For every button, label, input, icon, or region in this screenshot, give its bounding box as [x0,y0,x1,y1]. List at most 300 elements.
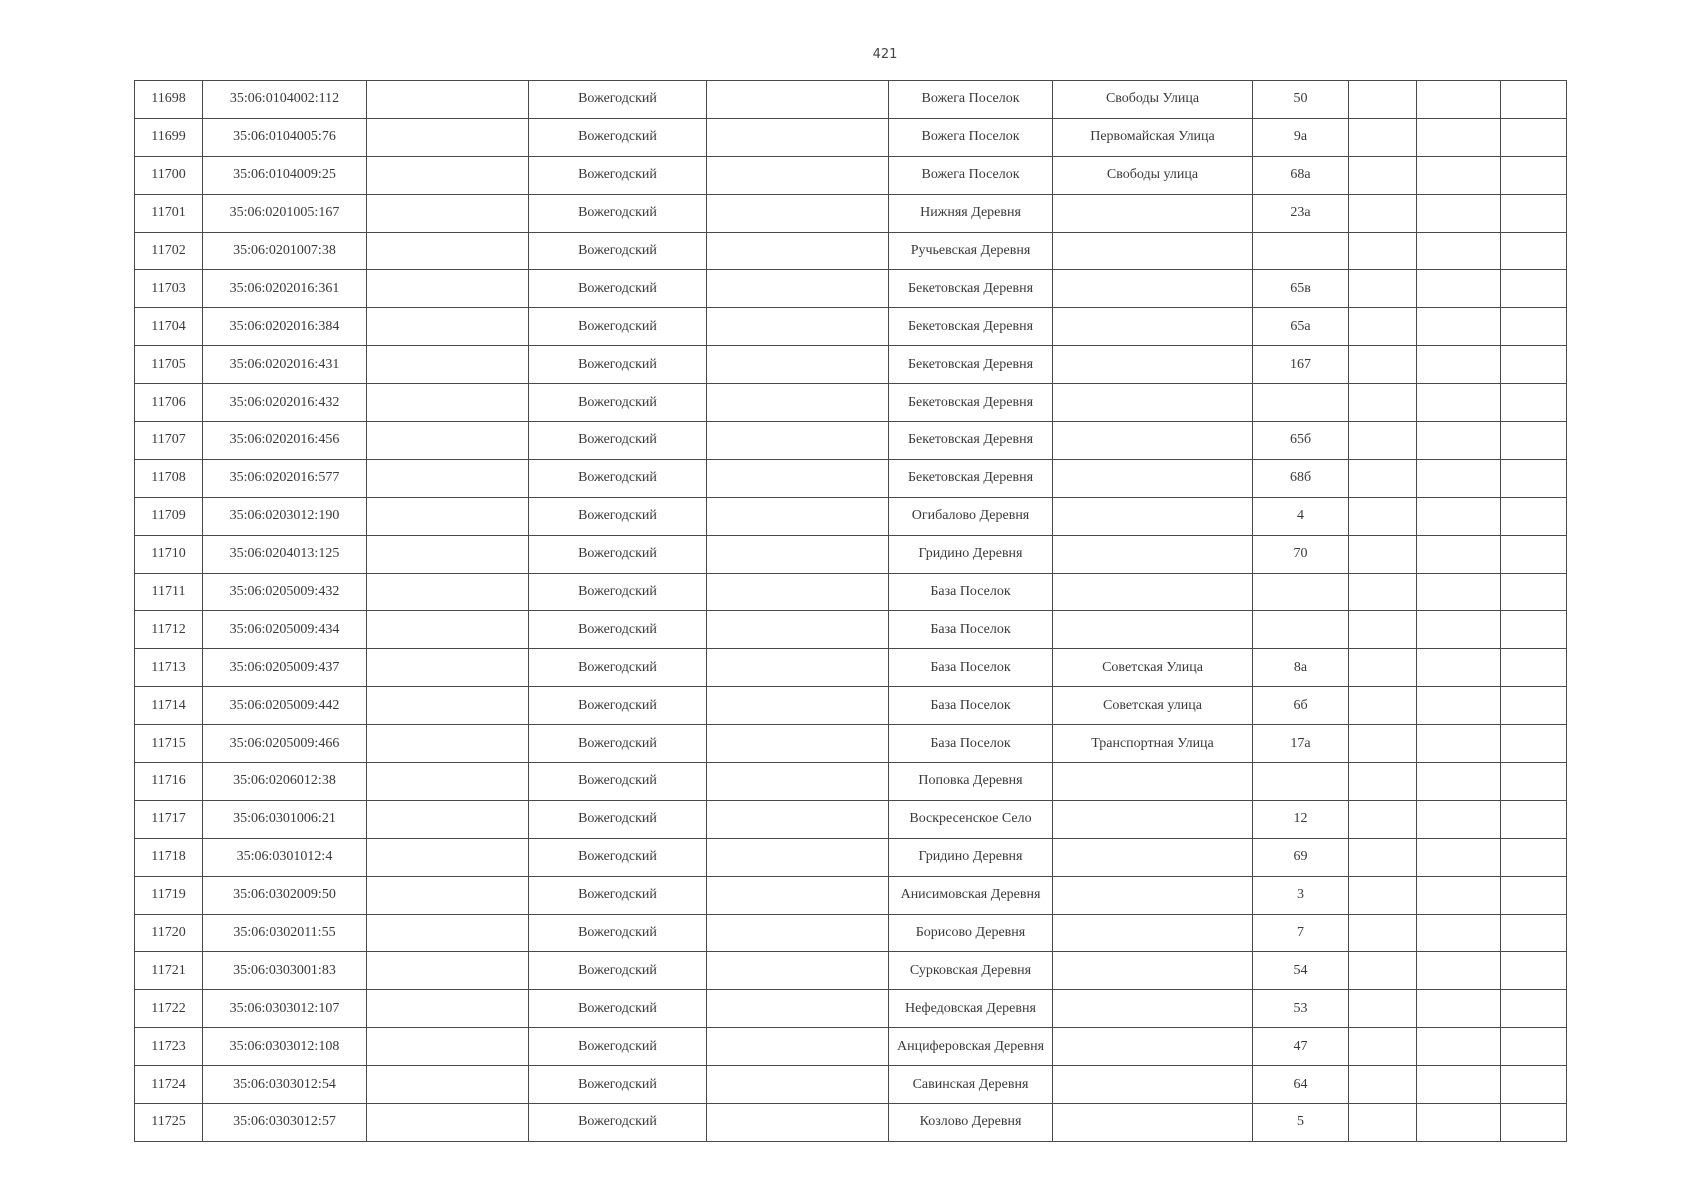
empty-cell [1501,459,1567,497]
house-number-cell: 9а [1253,118,1349,156]
house-number-cell: 4 [1253,497,1349,535]
street-cell [1053,535,1253,573]
house-number-cell: 65б [1253,422,1349,460]
empty-cell [1349,1104,1417,1142]
district-cell: Вожегодский [529,1104,707,1142]
locality-cell: Бекетовская Деревня [889,422,1053,460]
row-number-cell: 11704 [135,308,203,346]
empty-cell [367,876,529,914]
empty-cell [1417,990,1501,1028]
table-row [135,914,1567,952]
street-cell [1053,232,1253,270]
locality-cell: Савинская Деревня [889,1066,1053,1104]
empty-cell [1501,914,1567,952]
table-row [135,952,1567,990]
table-row [135,346,1567,384]
district-cell: Вожегодский [529,346,707,384]
empty-cell [1417,118,1501,156]
table-row [135,1028,1567,1066]
empty-cell [367,194,529,232]
empty-cell [1349,118,1417,156]
locality-cell: Вожега Поселок [889,118,1053,156]
empty-cell [367,1066,529,1104]
house-number-cell: 70 [1253,535,1349,573]
cadastral-number-cell: 35:06:0201005:167 [203,194,367,232]
cadastral-number-cell: 35:06:0205009:442 [203,687,367,725]
empty-cell [1349,763,1417,801]
empty-cell [1417,914,1501,952]
house-number-cell: 65в [1253,270,1349,308]
empty-cell [1501,1028,1567,1066]
empty-cell [1349,914,1417,952]
empty-cell [367,1104,529,1142]
empty-cell [367,459,529,497]
cadastral-number-cell: 35:06:0303012:107 [203,990,367,1028]
empty-cell [1417,725,1501,763]
empty-cell [367,611,529,649]
district-cell: Вожегодский [529,838,707,876]
empty-cell [367,687,529,725]
street-cell [1053,876,1253,914]
empty-cell [1417,346,1501,384]
locality-cell: Воскресенское Село [889,800,1053,838]
empty-cell [1349,459,1417,497]
empty-cell [1501,497,1567,535]
empty-cell [707,497,889,535]
empty-cell [707,270,889,308]
cadastral-number-cell: 35:06:0202016:577 [203,459,367,497]
street-cell [1053,763,1253,801]
empty-cell [1349,800,1417,838]
cadastral-number-cell: 35:06:0205009:437 [203,649,367,687]
house-number-cell: 50 [1253,81,1349,119]
empty-cell [707,800,889,838]
house-number-cell: 6б [1253,687,1349,725]
empty-cell [1349,687,1417,725]
empty-cell [1417,611,1501,649]
locality-cell: Гридино Деревня [889,838,1053,876]
empty-cell [707,81,889,119]
empty-cell [1501,270,1567,308]
cadastral-number-cell: 35:06:0301012:4 [203,838,367,876]
empty-cell [367,346,529,384]
empty-cell [707,156,889,194]
district-cell: Вожегодский [529,763,707,801]
empty-cell [1501,687,1567,725]
empty-cell [1501,1104,1567,1142]
empty-cell [1349,270,1417,308]
street-cell [1053,611,1253,649]
district-cell: Вожегодский [529,687,707,725]
empty-cell [1349,422,1417,460]
row-number-cell: 11705 [135,346,203,384]
row-number-cell: 11699 [135,118,203,156]
table-row [135,611,1567,649]
house-number-cell: 69 [1253,838,1349,876]
cadastral-number-cell: 35:06:0205009:466 [203,725,367,763]
table-row [135,573,1567,611]
table-row [135,535,1567,573]
house-number-cell [1253,384,1349,422]
house-number-cell: 47 [1253,1028,1349,1066]
locality-cell: Борисово Деревня [889,914,1053,952]
table-row [135,649,1567,687]
house-number-cell: 3 [1253,876,1349,914]
empty-cell [1501,81,1567,119]
cadastral-number-cell: 35:06:0303012:57 [203,1104,367,1142]
cadastral-number-cell: 35:06:0301006:21 [203,800,367,838]
house-number-cell: 5 [1253,1104,1349,1142]
empty-cell [1417,308,1501,346]
empty-cell [367,763,529,801]
house-number-cell: 65а [1253,308,1349,346]
locality-cell: Анциферовская Деревня [889,1028,1053,1066]
empty-cell [707,611,889,649]
row-number-cell: 11711 [135,573,203,611]
cadastral-number-cell: 35:06:0302011:55 [203,914,367,952]
house-number-cell: 23а [1253,194,1349,232]
table-row [135,118,1567,156]
empty-cell [1417,535,1501,573]
street-cell [1053,308,1253,346]
locality-cell: Огибалово Деревня [889,497,1053,535]
row-number-cell: 11710 [135,535,203,573]
empty-cell [707,649,889,687]
locality-cell: Нефедовская Деревня [889,990,1053,1028]
street-cell [1053,1066,1253,1104]
empty-cell [1417,838,1501,876]
street-cell: Транспортная Улица [1053,725,1253,763]
house-number-cell: 7 [1253,914,1349,952]
street-cell [1053,1028,1253,1066]
table-body [135,81,1567,1142]
street-cell [1053,270,1253,308]
street-cell [1053,497,1253,535]
table-row [135,1066,1567,1104]
cadastral-number-cell: 35:06:0203012:190 [203,497,367,535]
empty-cell [367,118,529,156]
empty-cell [1417,573,1501,611]
table-row [135,497,1567,535]
street-cell [1053,800,1253,838]
locality-cell: Вожега Поселок [889,81,1053,119]
empty-cell [707,1028,889,1066]
district-cell: Вожегодский [529,990,707,1028]
empty-cell [707,990,889,1028]
cadastral-number-cell: 35:06:0104005:76 [203,118,367,156]
empty-cell [707,232,889,270]
row-number-cell: 11718 [135,838,203,876]
empty-cell [1501,384,1567,422]
empty-cell [367,952,529,990]
empty-cell [707,1104,889,1142]
row-number-cell: 11714 [135,687,203,725]
district-cell: Вожегодский [529,422,707,460]
row-number-cell: 11719 [135,876,203,914]
cadastral-number-cell: 35:06:0104009:25 [203,156,367,194]
empty-cell [1349,1066,1417,1104]
empty-cell [1349,194,1417,232]
locality-cell: Бекетовская Деревня [889,308,1053,346]
cadastral-number-cell: 35:06:0202016:432 [203,384,367,422]
empty-cell [367,81,529,119]
empty-cell [1501,763,1567,801]
district-cell: Вожегодский [529,270,707,308]
row-number-cell: 11723 [135,1028,203,1066]
row-number-cell: 11708 [135,459,203,497]
empty-cell [1417,952,1501,990]
empty-cell [1417,1104,1501,1142]
empty-cell [1349,1028,1417,1066]
cadastral-number-cell: 35:06:0201007:38 [203,232,367,270]
empty-cell [1501,232,1567,270]
empty-cell [1501,990,1567,1028]
empty-cell [707,1066,889,1104]
locality-cell: Поповка Деревня [889,763,1053,801]
empty-cell [1349,573,1417,611]
empty-cell [1349,990,1417,1028]
district-cell: Вожегодский [529,308,707,346]
locality-cell: База Поселок [889,649,1053,687]
empty-cell [1417,422,1501,460]
street-cell [1053,914,1253,952]
empty-cell [367,422,529,460]
cadastral-number-cell: 35:06:0303012:54 [203,1066,367,1104]
house-number-cell [1253,573,1349,611]
empty-cell [1349,876,1417,914]
street-cell [1053,838,1253,876]
empty-cell [1417,1028,1501,1066]
locality-cell: Ручьевская Деревня [889,232,1053,270]
row-number-cell: 11713 [135,649,203,687]
street-cell: Первомайская Улица [1053,118,1253,156]
cadastral-number-cell: 35:06:0303012:108 [203,1028,367,1066]
empty-cell [707,308,889,346]
cadastral-number-cell: 35:06:0202016:384 [203,308,367,346]
empty-cell [1349,156,1417,194]
empty-cell [1417,156,1501,194]
row-number-cell: 11721 [135,952,203,990]
cadastral-number-cell: 35:06:0205009:434 [203,611,367,649]
locality-cell: Бекетовская Деревня [889,346,1053,384]
house-number-cell: 8а [1253,649,1349,687]
empty-cell [1417,384,1501,422]
locality-cell: Козлово Деревня [889,1104,1053,1142]
row-number-cell: 11709 [135,497,203,535]
cadastral-number-cell: 35:06:0202016:361 [203,270,367,308]
table-row [135,81,1567,119]
cadastral-number-cell: 35:06:0202016:431 [203,346,367,384]
cadastral-number-cell: 35:06:0302009:50 [203,876,367,914]
empty-cell [1501,194,1567,232]
cadastral-number-cell: 35:06:0303001:83 [203,952,367,990]
empty-cell [707,384,889,422]
empty-cell [1417,232,1501,270]
empty-cell [367,384,529,422]
street-cell [1053,384,1253,422]
empty-cell [367,156,529,194]
street-cell [1053,952,1253,990]
locality-cell: Бекетовская Деревня [889,270,1053,308]
empty-cell [707,535,889,573]
empty-cell [367,535,529,573]
district-cell: Вожегодский [529,194,707,232]
locality-cell: Бекетовская Деревня [889,384,1053,422]
empty-cell [1417,800,1501,838]
empty-cell [707,118,889,156]
empty-cell [1349,535,1417,573]
empty-cell [1417,497,1501,535]
table-row [135,194,1567,232]
empty-cell [1501,118,1567,156]
empty-cell [367,649,529,687]
house-number-cell: 54 [1253,952,1349,990]
empty-cell [1349,81,1417,119]
row-number-cell: 11724 [135,1066,203,1104]
table-row [135,270,1567,308]
cadastral-number-cell: 35:06:0202016:456 [203,422,367,460]
empty-cell [707,573,889,611]
table-row [135,422,1567,460]
district-cell: Вожегодский [529,156,707,194]
house-number-cell [1253,611,1349,649]
house-number-cell [1253,232,1349,270]
row-number-cell: 11698 [135,81,203,119]
empty-cell [367,1028,529,1066]
table-row [135,990,1567,1028]
empty-cell [707,422,889,460]
cadastral-number-cell: 35:06:0205009:432 [203,573,367,611]
empty-cell [1417,687,1501,725]
table-row [135,687,1567,725]
empty-cell [1417,876,1501,914]
district-cell: Вожегодский [529,876,707,914]
house-number-cell: 17а [1253,725,1349,763]
table-row [135,459,1567,497]
empty-cell [367,725,529,763]
locality-cell: Анисимовская Деревня [889,876,1053,914]
empty-cell [1501,952,1567,990]
empty-cell [1349,838,1417,876]
property-registry-table [134,80,1567,1142]
empty-cell [367,838,529,876]
district-cell: Вожегодский [529,611,707,649]
district-cell: Вожегодский [529,800,707,838]
house-number-cell [1253,763,1349,801]
street-cell: Свободы улица [1053,156,1253,194]
empty-cell [1417,194,1501,232]
house-number-cell: 53 [1253,990,1349,1028]
empty-cell [707,687,889,725]
empty-cell [1501,876,1567,914]
empty-cell [1501,422,1567,460]
empty-cell [1417,81,1501,119]
empty-cell [1417,649,1501,687]
empty-cell [707,725,889,763]
row-number-cell: 11725 [135,1104,203,1142]
empty-cell [367,308,529,346]
empty-cell [1349,497,1417,535]
house-number-cell: 12 [1253,800,1349,838]
district-cell: Вожегодский [529,384,707,422]
district-cell: Вожегодский [529,573,707,611]
table-row [135,838,1567,876]
empty-cell [1501,611,1567,649]
district-cell: Вожегодский [529,914,707,952]
empty-cell [1417,270,1501,308]
district-cell: Вожегодский [529,118,707,156]
locality-cell: Гридино Деревня [889,535,1053,573]
street-cell [1053,573,1253,611]
empty-cell [707,876,889,914]
table-row [135,725,1567,763]
street-cell [1053,459,1253,497]
table-row [135,1104,1567,1142]
empty-cell [367,914,529,952]
house-number-cell: 68б [1253,459,1349,497]
cadastral-number-cell: 35:06:0204013:125 [203,535,367,573]
empty-cell [707,346,889,384]
empty-cell [1501,535,1567,573]
empty-cell [1349,649,1417,687]
empty-cell [1417,459,1501,497]
row-number-cell: 11706 [135,384,203,422]
district-cell: Вожегодский [529,952,707,990]
street-cell: Советская улица [1053,687,1253,725]
house-number-cell: 68а [1253,156,1349,194]
empty-cell [707,838,889,876]
row-number-cell: 11707 [135,422,203,460]
empty-cell [707,194,889,232]
empty-cell [367,497,529,535]
row-number-cell: 11703 [135,270,203,308]
table-row [135,800,1567,838]
empty-cell [367,232,529,270]
empty-cell [707,763,889,801]
empty-cell [1349,232,1417,270]
row-number-cell: 11716 [135,763,203,801]
locality-cell: База Поселок [889,573,1053,611]
district-cell: Вожегодский [529,459,707,497]
row-number-cell: 11701 [135,194,203,232]
house-number-cell: 167 [1253,346,1349,384]
district-cell: Вожегодский [529,535,707,573]
empty-cell [367,573,529,611]
district-cell: Вожегодский [529,1028,707,1066]
locality-cell: База Поселок [889,687,1053,725]
empty-cell [1501,156,1567,194]
street-cell [1053,346,1253,384]
empty-cell [1349,611,1417,649]
district-cell: Вожегодский [529,497,707,535]
empty-cell [1349,384,1417,422]
empty-cell [707,914,889,952]
empty-cell [367,270,529,308]
empty-cell [1417,1066,1501,1104]
empty-cell [1501,346,1567,384]
street-cell: Свободы Улица [1053,81,1253,119]
district-cell: Вожегодский [529,81,707,119]
empty-cell [1349,725,1417,763]
empty-cell [1501,308,1567,346]
locality-cell: Сурковская Деревня [889,952,1053,990]
empty-cell [1417,763,1501,801]
table-row [135,876,1567,914]
empty-cell [1501,800,1567,838]
row-number-cell: 11715 [135,725,203,763]
street-cell: Советская Улица [1053,649,1253,687]
row-number-cell: 11720 [135,914,203,952]
